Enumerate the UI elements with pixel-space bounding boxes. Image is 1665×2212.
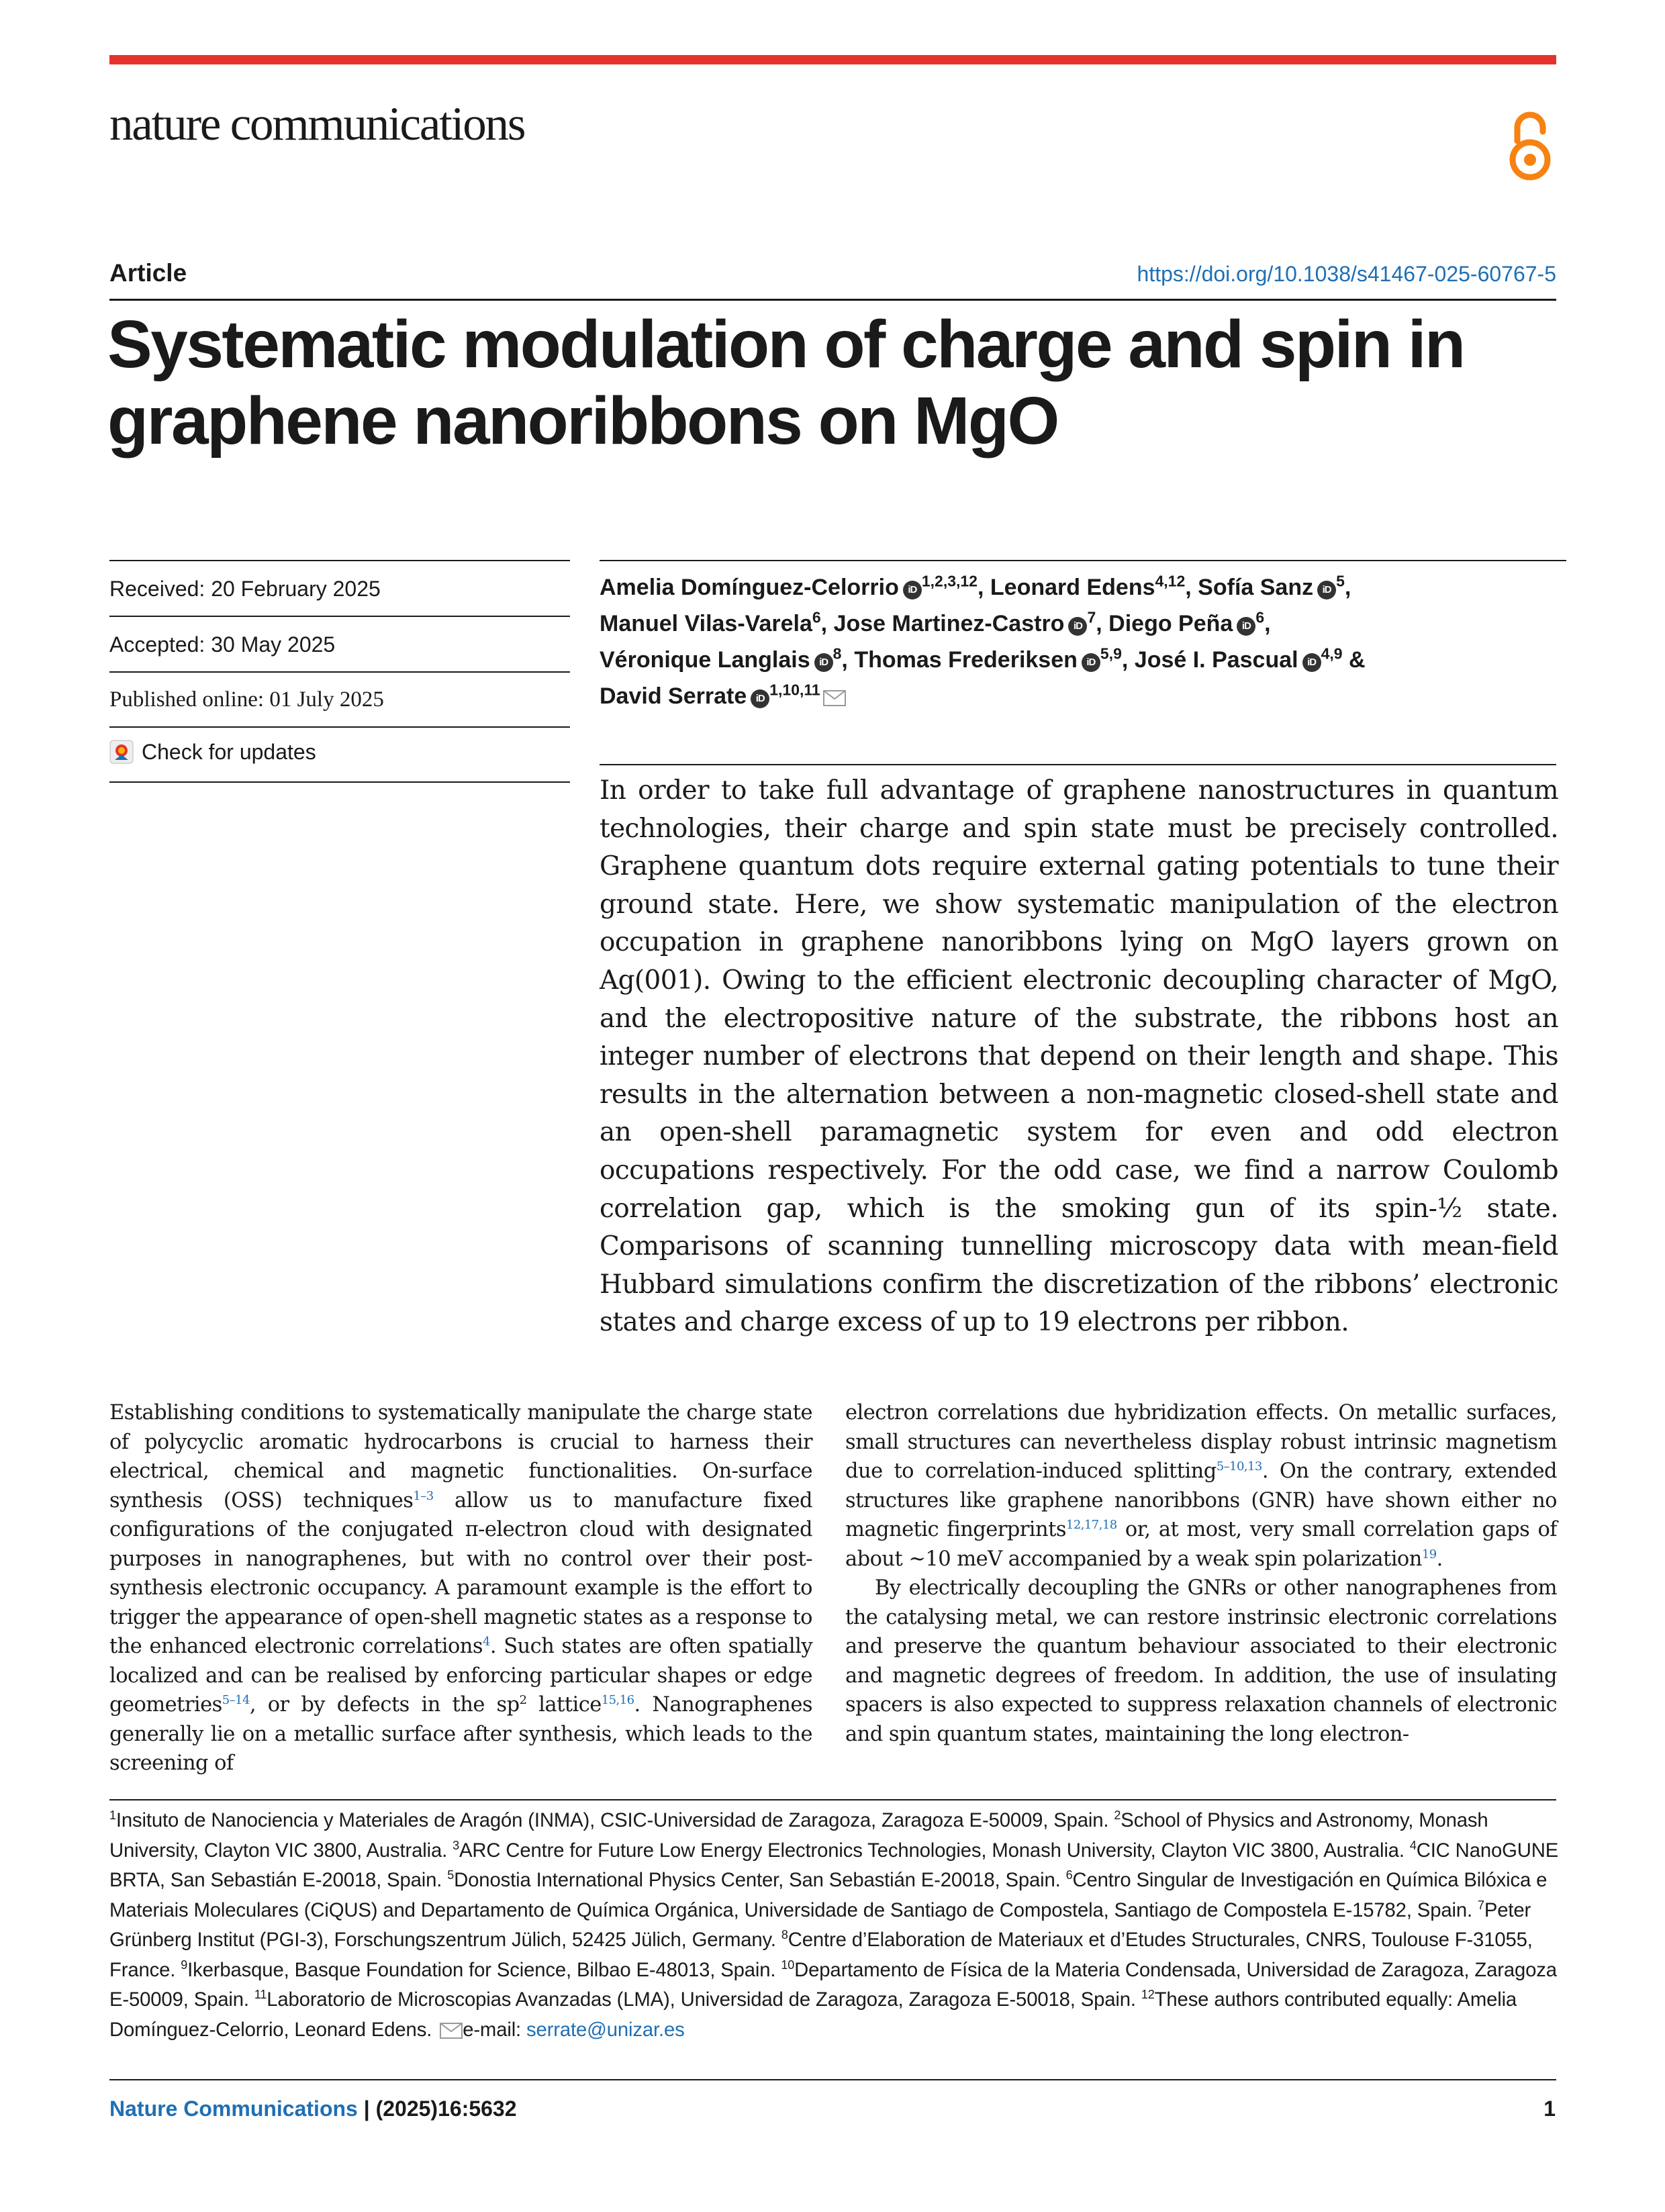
author-name[interactable]: David Serrate (600, 683, 747, 709)
orcid-icon[interactable]: iD (903, 581, 922, 599)
author-name[interactable]: José I. Pascual (1134, 647, 1298, 673)
affiliation-number: 9 (181, 1958, 188, 1972)
body-column-2 (845, 1398, 1557, 1749)
affiliation-number: 10 (781, 1958, 795, 1972)
affiliation-number: 4 (1409, 1838, 1417, 1852)
email-icon[interactable] (823, 690, 846, 706)
body-paragraph: electron correlations due hybridization effects. On metallic surfaces, small structures can nevertheless display robust intrinsic magnetism due to correlation-induced splitting$^{5-10,13}$. On the contrary, extended structures like graphene nanoribbons (GNR) have shown either no magnetic fingerprints$^{12,17,18}$ or, at most, very small correlation gaps of about ~10 meV accompanied by a weak spin polarization$^{19}$. (845, 1401, 1557, 1571)
published-date: Published online: 01 July 2025 (109, 687, 384, 712)
orcid-icon[interactable]: iD (1068, 617, 1087, 636)
article-meta (109, 560, 570, 788)
article-type-label: Article (109, 259, 187, 287)
author-affiliation: 6 (812, 608, 821, 626)
orcid-icon[interactable]: iD (1317, 581, 1336, 599)
affiliations-footnote (109, 1806, 1560, 2045)
citation-link[interactable]: 5–10,13 (1216, 1459, 1262, 1474)
author-name[interactable]: Véronique Langlais (600, 647, 810, 673)
author-name[interactable]: Leonard Edens (990, 575, 1155, 600)
footer-citation (109, 2097, 517, 2121)
affiliation-number: 12 (1141, 1988, 1155, 2002)
affiliation-text: Laboratorio de Microscopias Avanzadas (LMA), Universidad de Zaragoza, Zaragoza E-50018, Spain. (267, 1988, 1141, 2011)
email-icon (440, 2023, 463, 2039)
affiliation-text: Peter Grünberg Institut (PGI-3), Forschungszentrum Jülich, 52425 Jülich, Germany. (109, 1898, 1531, 1951)
body-column-1: Establishing conditions to systematically manipulate the charge state of polycyclic aromatic hydrocarbons is crucial to harness their electrical, chemical and magnetic functionalities. On-surface synthesis (OSS) techniques$^{1-3}$ allow us to manufacture fixed configurations of the conjugated π-electron cloud with designated purposes in nanographenes, but with no control over their post-synthesis electronic occupancy. A paramount example is the effort to trigger the appearance of open-shell magnetic states as a response to the enhanced electronic correlations$^4$. Such states are often spatially localized and can be realised by enforcing particular shapes or edge geometries$^{5-14}$, or by defects in the $sp^2$ lattice$^{15,16}$. Nanographenes generally lie on a metallic surface after synthesis, which leads to the screening of (109, 1401, 813, 1775)
affiliation-number: 6 (1065, 1868, 1073, 1882)
meta-divider (109, 726, 570, 728)
email-link[interactable]: serrate@unizar.es (526, 2018, 685, 2041)
page-number: 1 (1543, 2097, 1556, 2121)
accepted-date: Accepted: 30 May 2025 (109, 632, 336, 657)
doi-link[interactable]: https://doi.org/10.1038/s41467-025-60767-5 (1137, 262, 1556, 286)
affiliation-text: School of Physics and Astronomy, Monash University, Clayton VIC 3800, Australia. (109, 1809, 1488, 1862)
check-for-updates-label: Check for updates (142, 740, 316, 764)
body-paragraph: By electrically decoupling the GNRs or other nanographenes from the catalysing metal, we can restore instrinsic electronic correlations and preserve the quantum behaviour associated to their electronic and magnetic degrees of freedom. In addition, the use of insulating spacers is also expected to suppress relaxation channels of electronic and spin quantum states, maintaining the long electron- (845, 1576, 1557, 1746)
citation-link[interactable]: 19 (1421, 1547, 1437, 1561)
citation-link[interactable]: 1–3 (413, 1488, 434, 1503)
affiliation-number: 5 (447, 1868, 455, 1882)
citation-link[interactable]: 4 (482, 1634, 490, 1649)
meta-divider (109, 560, 570, 561)
affiliation-text: Centro Singular de Investigación en Química Bilóxica e Materiais Moleculares (CiQUS) and Departamento de Química Orgánica, Universidade de Santiago de Compostela, Santiago de Compostela E-15782, Spain. (109, 1869, 1548, 1921)
citation-link[interactable]: 5–14 (222, 1692, 250, 1707)
title-divider (109, 299, 1556, 301)
received-date: Received: 20 February 2025 (109, 577, 381, 601)
affiliation-number: 11 (254, 1988, 267, 2002)
affiliation-text: CIC NanoGUNE BRTA, San Sebastián E-20018, Spain. (109, 1839, 1559, 1891)
orcid-icon[interactable]: iD (1082, 653, 1100, 672)
author-affiliation: 8 (832, 644, 842, 663)
author-affiliation: 4,12 (1155, 572, 1186, 590)
affiliation-number: 3 (453, 1838, 459, 1852)
abstract-divider (600, 764, 1556, 765)
superscript: 2 (519, 1692, 527, 1707)
abstract: In order to take full advantage of graphene nanostructures in quantum technologies, their charge and spin state must be precisely controlled. Graphene quantum dots require external gating potentials to tune their ground state. Here, we show systematic manipulation of the electron occupation in graphene nanoribbons lying on MgO layers grown on Ag(001). Owing to the efficient electronic decoupling character of MgO, and the electropositive nature of the substrate, the ribbons host an integer number of electrons that depend on their length and shape. This results in the alternation between a non-magnetic closed-shell state and an open-shell paramagnetic system for even and odd electron occupations respectively. For the odd case, we find a narrow Coulomb correlation gap, which is the smoking gun of its spin-½ state. Comparisons of scanning tunnelling microscopy data with mean-field Hubbard simulations confirm the discretization of the ribbons’ electronic states and charge excess of up to 19 electrons per ribbon. (600, 775, 1558, 1338)
footer-journal-link[interactable]: Nature Communications (109, 2097, 358, 2121)
meta-divider (109, 616, 570, 617)
affiliation-number: 1 (109, 1809, 116, 1823)
article-title: Systematic modulation of charge and spin in graphene nanoribbons on MgO (107, 307, 1464, 459)
meta-divider (109, 781, 570, 783)
open-access-lock-icon (1504, 107, 1556, 183)
orcid-icon[interactable]: iD (814, 653, 833, 672)
email-label: e-mail: (463, 2018, 527, 2041)
orcid-icon[interactable]: iD (1302, 653, 1321, 672)
check-for-updates-icon (109, 740, 134, 764)
journal-accent-bar (109, 55, 1556, 64)
citation-link[interactable]: 15,16 (601, 1692, 634, 1707)
affiliation-number: 2 (1114, 1809, 1121, 1823)
author-affiliation: 7 (1087, 608, 1096, 626)
author-list: Amelia Domínguez-Celorrio iD $^{1,2,3,12}$, Leonard Edens$^{4,12}$, Sofía Sanz iD $^5$, Manuel Vilas-Varela$^6$, Jose Martinez-Castro iD $^7$, Diego Peña iD $^6$, Véronique Langlais iD $^8$, Thomas Frederiksen iD $^{5,9}$, José I. Pascual iD $^{4,9}$ & David Serrate iD $^{1,10,11}$ (600, 560, 1566, 714)
affiliation-text: ARC Centre for Future Low Energy Electronics Technologies, Monash University, Clayton VIC 3800, Australia. (459, 1839, 1410, 1862)
author-name[interactable]: Jose Martinez-Castro (833, 611, 1065, 636)
journal-name: nature communications (109, 98, 525, 150)
author-name[interactable]: Amelia Domínguez-Celorrio (600, 575, 899, 600)
author-affiliation: 5,9 (1100, 644, 1122, 663)
affiliation-text: These authors contributed equally: Amelia Domínguez-Celorrio, Leonard Edens. (109, 1988, 1517, 2041)
citation-link[interactable]: 12,17,18 (1065, 1517, 1117, 1532)
author-name[interactable]: Manuel Vilas-Varela (600, 611, 812, 636)
meta-divider (109, 671, 570, 673)
affiliation-text: Departamento de Física de la Materia Condensada, Universidad de Zaragoza, Zaragoza E-50009, Spain. (109, 1958, 1557, 2011)
affiliation-text: Donostia International Physics Center, San Sebastián E-20018, Spain. (454, 1869, 1066, 1891)
affiliation-text: Centre d’Elaboration de Materiaux et d’Etudes Structurales, CNRS, Toulouse F-31055, France. (109, 1929, 1533, 1981)
author-affiliation: 6 (1255, 608, 1265, 626)
author-name[interactable]: Thomas Frederiksen (854, 647, 1078, 673)
footnote-divider (109, 1799, 1556, 1800)
footer-divider (109, 2079, 1556, 2080)
affiliation-text: Insituto de Nanociencia y Materiales de Aragón (INMA), CSIC-Universidad de Zaragoza, Zaragoza E-50009, Spain. (115, 1809, 1114, 1831)
orcid-icon[interactable]: iD (1237, 617, 1255, 636)
footer-volume: | (2025)16:5632 (357, 2097, 517, 2121)
author-name[interactable]: Diego Peña (1108, 611, 1233, 636)
orcid-icon[interactable]: iD (751, 689, 769, 708)
author-name[interactable]: Sofía Sanz (1198, 575, 1314, 600)
affiliation-text: Ikerbasque, Basque Foundation for Science, Bilbao E-48013, Spain. (187, 1958, 781, 1981)
affiliation-number: 7 (1477, 1898, 1484, 1912)
author-affiliation: 4,9 (1321, 644, 1343, 663)
check-for-updates-button[interactable] (109, 740, 316, 765)
author-affiliation: 1,10,11 (769, 681, 820, 699)
author-affiliation: 5 (1336, 572, 1345, 590)
affiliation-number: 8 (781, 1928, 788, 1942)
author-affiliation: 1,2,3,12 (921, 572, 978, 590)
